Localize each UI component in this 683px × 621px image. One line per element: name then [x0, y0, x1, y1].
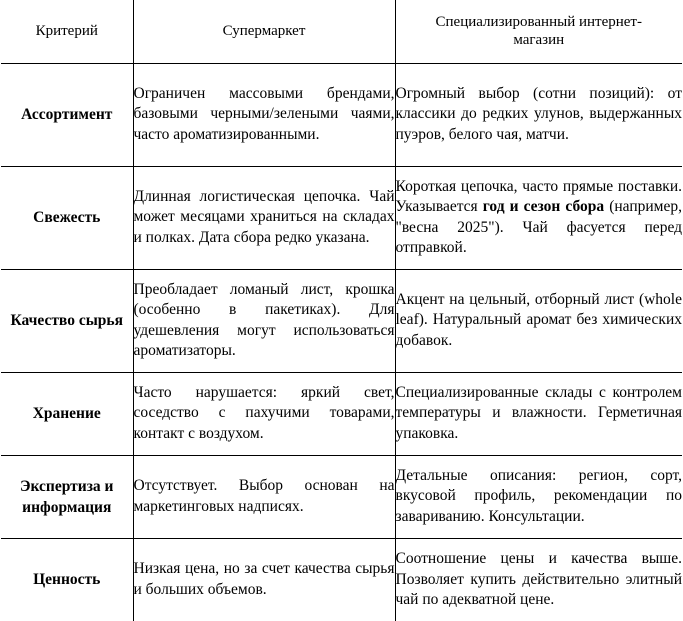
supermarket-cell: Преобладает ломаный лист, крошка (особенно в пакетиках). Для удешевления могут использоваться ароматизаторы.	[133, 269, 395, 372]
supermarket-cell: Ограничен массовыми брендами, базовыми черными/зелеными чаями, часто ароматизированными.	[133, 63, 395, 166]
table-row	[1, 538, 682, 621]
comparison-table	[1, 0, 682, 621]
criterion-cell: Качество сырья	[1, 269, 133, 372]
supermarket-cell: Низкая цена, но за счет качества сырья и больших объемов.	[133, 538, 395, 621]
table-row	[1, 63, 682, 166]
table-row	[1, 166, 682, 269]
supermarket-cell: Часто нарушается: яркий свет, соседство с пахучими товарами, контакт с воздухом.	[133, 372, 395, 455]
supermarket-cell: Длинная логистическая цепочка. Чай может месяцами храниться на складах и полках. Дата сбора редко указана.	[133, 166, 395, 269]
table-row	[1, 269, 682, 372]
online-shop-cell	[395, 166, 682, 269]
supermarket-cell: Отсутствует. Выбор основан на маркетинговых надписях.	[133, 455, 395, 538]
online-shop-text-bold: год и сезон сбора	[482, 198, 605, 215]
header-supermarket: Супермаркет	[133, 0, 395, 63]
header-criterion: Критерий	[1, 0, 133, 63]
online-shop-cell: Специализированные склады с контролем температуры и влажности. Герметичная упаковка.	[395, 372, 682, 455]
table-row	[1, 455, 682, 538]
online-shop-cell: Огромный выбор (сотни позиций): от классики до редких улунов, выдержанных пуэров, белого чая, матчи.	[395, 63, 682, 166]
criterion-cell: Хранение	[1, 372, 133, 455]
online-shop-cell: Детальные описания: регион, сорт, вкусовой профиль, рекомендации по завариванию. Консультации.	[395, 455, 682, 538]
header-online-shop: Специализированный интернет-магазин	[395, 0, 682, 63]
criterion-cell: Ассортимент	[1, 63, 133, 166]
online-shop-cell: Акцент на цельный, отборный лист (whole leaf). Натуральный аромат без химических добавок.	[395, 269, 682, 372]
criterion-cell: Экспертиза и информация	[1, 455, 133, 538]
criterion-cell: Свежесть	[1, 166, 133, 269]
criterion-cell: Ценность	[1, 538, 133, 621]
online-shop-text-start: Короткая цепочка, часто прямые поставки. Указывается	[395, 177, 682, 215]
online-shop-text-end: (например, "весна 2025"). Чай фасуется перед отправкой.	[395, 198, 683, 256]
online-shop-cell: Соотношение цены и качества выше. Позволяет купить действительно элитный чай по адекватной цене.	[395, 538, 682, 621]
table-row	[1, 372, 682, 455]
table-header-row	[1, 0, 682, 63]
